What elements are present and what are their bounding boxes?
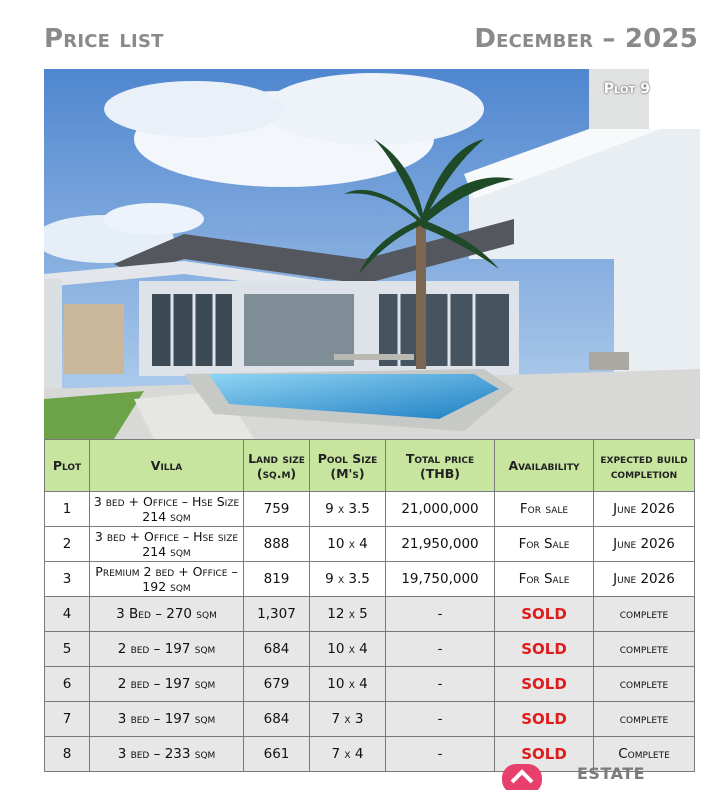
cell-villa: 3 Bed – 270 sqm bbox=[90, 597, 244, 632]
cell-availability-sold: SOLD bbox=[495, 702, 594, 737]
cell-plot: 3 bbox=[45, 562, 90, 597]
table-row bbox=[45, 632, 695, 667]
cell-villa: 3 bed – 197 sqm bbox=[90, 702, 244, 737]
cell-availability: For Sale bbox=[495, 527, 594, 562]
header-land-size: Land size (sq.m) bbox=[244, 440, 310, 492]
header-total-price: Total price (THB) bbox=[386, 440, 495, 492]
cell-completion: Complete bbox=[594, 737, 695, 772]
cell-completion: June 2026 bbox=[594, 492, 695, 527]
cell-land-size: 888 bbox=[244, 527, 310, 562]
cell-plot: 7 bbox=[45, 702, 90, 737]
cell-pool-size: 7 x 4 bbox=[310, 737, 386, 772]
table-row bbox=[45, 597, 695, 632]
cell-plot: 6 bbox=[45, 667, 90, 702]
header-plot: Plot bbox=[45, 440, 90, 492]
cell-pool-size: 9 x 3.5 bbox=[310, 562, 386, 597]
cell-pool-size: 12 x 5 bbox=[310, 597, 386, 632]
table-row bbox=[45, 702, 695, 737]
cell-villa: Premium 2 bed + Office – 192 sqm bbox=[90, 562, 244, 597]
cell-price: - bbox=[386, 632, 495, 667]
cell-villa: 2 bed – 197 sqm bbox=[90, 632, 244, 667]
cell-land-size: 679 bbox=[244, 667, 310, 702]
cell-pool-size: 9 x 3.5 bbox=[310, 492, 386, 527]
cell-availability: For sale bbox=[495, 492, 594, 527]
cell-price: 19,750,000 bbox=[386, 562, 495, 597]
cell-plot: 5 bbox=[45, 632, 90, 667]
cell-completion: June 2026 bbox=[594, 562, 695, 597]
cell-land-size: 684 bbox=[244, 632, 310, 667]
cell-price: - bbox=[386, 597, 495, 632]
cell-price: 21,950,000 bbox=[386, 527, 495, 562]
cell-price: - bbox=[386, 667, 495, 702]
price-list-date: December – 2025 bbox=[474, 24, 698, 54]
cell-land-size: 684 bbox=[244, 702, 310, 737]
cell-plot: 1 bbox=[45, 492, 90, 527]
cell-price: - bbox=[386, 737, 495, 772]
cell-availability: For Sale bbox=[495, 562, 594, 597]
cell-land-size: 759 bbox=[244, 492, 310, 527]
cell-pool-size: 7 x 3 bbox=[310, 702, 386, 737]
cell-pool-size: 10 x 4 bbox=[310, 527, 386, 562]
header-completion: expected build completion bbox=[594, 440, 695, 492]
watermark-text: ESTATE bbox=[577, 764, 646, 783]
table-row bbox=[45, 492, 695, 527]
cell-plot: 2 bbox=[45, 527, 90, 562]
table-header-row bbox=[45, 440, 695, 492]
cell-completion: June 2026 bbox=[594, 527, 695, 562]
table-row bbox=[45, 562, 695, 597]
cell-land-size: 819 bbox=[244, 562, 310, 597]
cell-completion: complete bbox=[594, 597, 695, 632]
table-row bbox=[45, 527, 695, 562]
cell-plot: 8 bbox=[45, 737, 90, 772]
cell-completion: complete bbox=[594, 632, 695, 667]
plot-label: Plot 9 bbox=[603, 81, 650, 97]
cell-villa: 2 bed – 197 sqm bbox=[90, 667, 244, 702]
cell-availability-sold: SOLD bbox=[495, 667, 594, 702]
cell-pool-size: 10 x 4 bbox=[310, 667, 386, 702]
cell-completion: complete bbox=[594, 702, 695, 737]
cell-pool-size: 10 x 4 bbox=[310, 632, 386, 667]
header-villa: Villa bbox=[90, 440, 244, 492]
cell-land-size: 1,307 bbox=[244, 597, 310, 632]
page-title: Price list bbox=[44, 24, 164, 54]
cell-availability-sold: SOLD bbox=[495, 597, 594, 632]
header-pool-size: Pool Size (M's) bbox=[310, 440, 386, 492]
cell-price: - bbox=[386, 702, 495, 737]
cell-land-size: 661 bbox=[244, 737, 310, 772]
cell-villa: 3 bed + Office – Hse size 214 sqm bbox=[90, 527, 244, 562]
cell-villa: 3 bed – 233 sqm bbox=[90, 737, 244, 772]
price-table bbox=[44, 439, 695, 772]
cell-availability-sold: SOLD bbox=[495, 632, 594, 667]
cell-availability-sold: SOLD bbox=[495, 737, 594, 772]
cell-plot: 4 bbox=[45, 597, 90, 632]
header-availability: Availability bbox=[495, 440, 594, 492]
cell-completion: complete bbox=[594, 667, 695, 702]
table-row bbox=[45, 667, 695, 702]
villa-rendering-image bbox=[44, 69, 700, 439]
cell-price: 21,000,000 bbox=[386, 492, 495, 527]
cell-villa: 3 bed + Office – Hse Size 214 sqm bbox=[90, 492, 244, 527]
